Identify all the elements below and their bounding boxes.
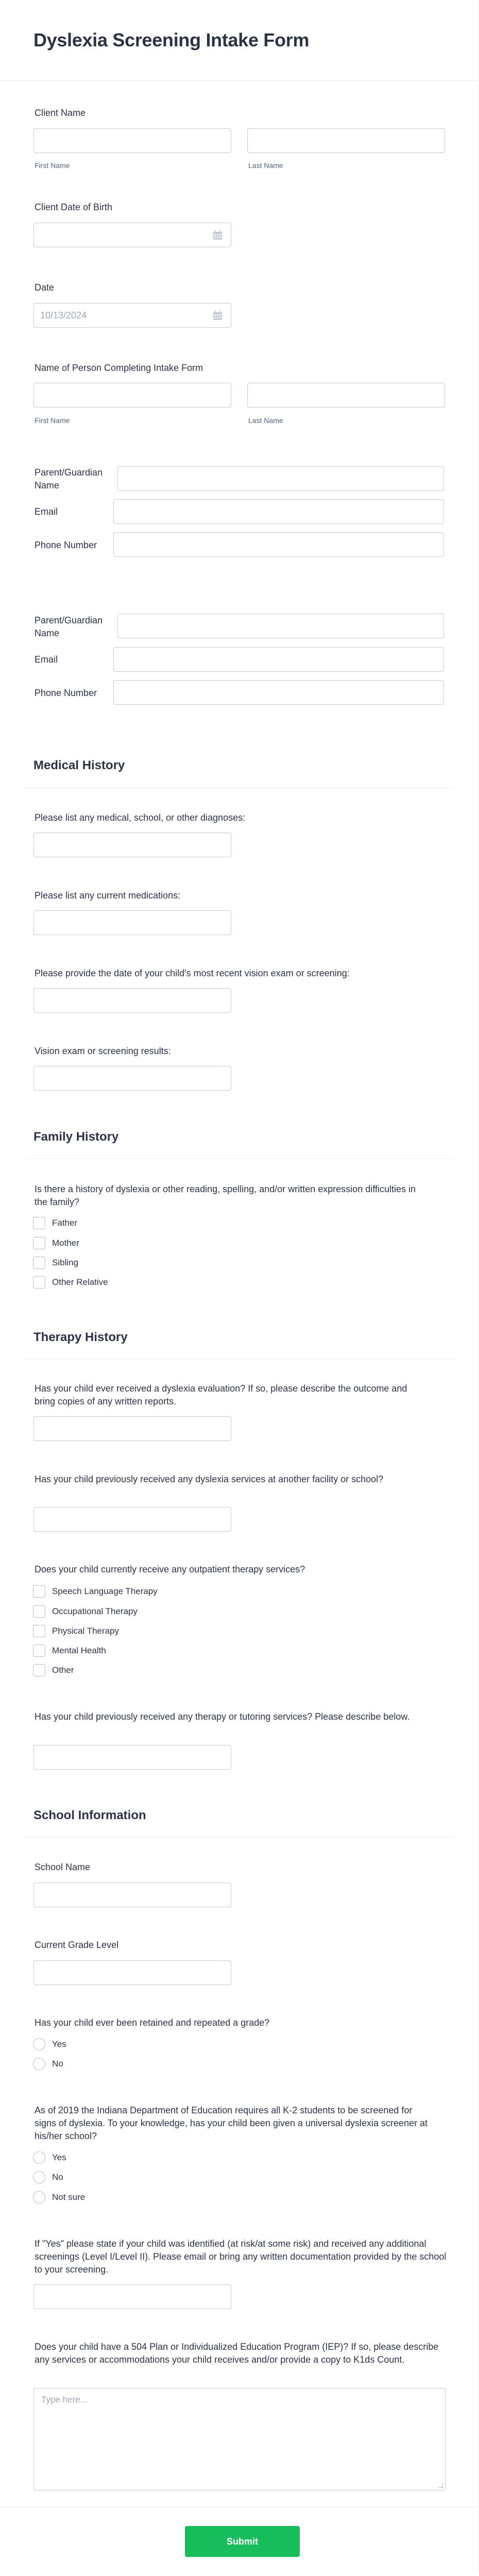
guardian-1-phone-label: Phone Number [35,540,97,550]
client-first-name-sublabel: First Name [35,161,70,170]
client-name-label: Client Name [35,108,86,118]
school-name-label: School Name [35,1862,91,1872]
radio-screener-no[interactable] [33,2171,45,2183]
option-sibling-label[interactable]: Sibling [52,1258,79,1267]
grade-level-input[interactable] [33,1960,231,1985]
guardian-1-name-label: Parent/Guardian Name [35,467,103,490]
vision-date-input[interactable] [33,988,231,1013]
completer-first-name-sublabel: First Name [35,416,70,425]
option-other-relative-label[interactable]: Other Relative [52,1277,108,1287]
client-first-name-input[interactable] [33,128,231,153]
option-physical-therapy-label[interactable]: Physical Therapy [52,1626,119,1636]
form-title: Dyslexia Screening Intake Form [33,29,310,50]
dob-input[interactable] [33,223,231,247]
completer-last-name-input[interactable] [247,383,445,408]
guardian-1-email-input[interactable] [113,499,444,524]
checkbox-sibling[interactable] [33,1257,45,1269]
checkbox-other-relative[interactable] [33,1276,45,1289]
therapy-history-heading: Therapy History [33,1330,128,1344]
identified-question: If "Yes" please state if your child was identified (at risk/at some risk) and received any additional screenings (Level I/Level II). Please email or bring any written documentation provided by the school to your screening. [35,2239,447,2275]
option-father-label[interactable]: Father [52,1218,78,1228]
radio-screener-yes[interactable] [33,2151,45,2164]
option-screener-yes-label[interactable]: Yes [52,2153,66,2162]
dob-label: Client Date of Birth [35,202,113,212]
guardian-1-phone-input[interactable] [113,532,444,557]
plan-504-placeholder: Type here... [41,2395,88,2404]
tutoring-input[interactable] [33,1745,231,1770]
services-input[interactable] [33,1507,231,1532]
retained-question: Has your child ever been retained and repeated a grade? [35,2018,270,2028]
completer-name-label: Name of Person Completing Intake Form [35,363,203,373]
vision-results-label: Vision exam or screening results: [35,1046,171,1056]
checkbox-speech-language-therapy[interactable] [33,1585,45,1598]
completer-last-name-sublabel: Last Name [248,416,283,425]
vision-date-label: Please provide the date of your child's most recent vision exam or screening: [35,968,350,978]
outpatient-question: Does your child currently receive any outpatient therapy services? [35,1564,305,1574]
medications-input[interactable] [33,910,231,935]
tutoring-question: Has your child previously received any therapy or tutoring services? Please describe below. [35,1711,410,1722]
guardian-1-email-label: Email [35,506,58,517]
radio-retained-no[interactable] [33,2058,45,2070]
date-label: Date [35,282,55,293]
identified-input[interactable] [33,2284,231,2309]
option-mother-label[interactable]: Mother [52,1238,79,1248]
date-input[interactable] [33,303,231,328]
screener-question: As of 2019 the Indiana Department of Education requires all K-2 students to be screened for signs of dyslexia. To your knowledge, has your child been given a universal dyslexia screener at his/her school? [35,2105,428,2141]
radio-screener-not-sure[interactable] [33,2191,45,2204]
calendar-icon[interactable] [213,230,223,240]
checkbox-father[interactable] [33,1217,45,1229]
option-retained-no-label[interactable]: No [52,2059,63,2069]
school-information-heading: School Information [33,1808,146,1822]
family-history-heading: Family History [33,1130,119,1144]
section-divider [24,1158,455,1159]
header-divider [0,80,478,81]
grade-level-label: Current Grade Level [35,1940,119,1950]
checkbox-physical-therapy[interactable] [33,1625,45,1637]
guardian-2-phone-input[interactable] [113,680,444,705]
guardian-2-phone-label: Phone Number [35,688,97,698]
plan-504-textarea[interactable] [33,2388,446,2490]
checkbox-mother[interactable] [33,1237,45,1249]
resize-handle-icon[interactable] [438,2483,443,2488]
plan-504-question: Does your child have a 504 Plan or Individualized Education Program (IEP)? If so, please describe any services or accommodations your child receives and/or provide a copy to K1ds Count. [35,2342,439,2365]
vision-results-input[interactable] [33,1066,231,1091]
checkbox-other[interactable] [33,1664,45,1676]
services-question: Has your child previously received any dyslexia services at another facility or school? [35,1474,384,1484]
checkbox-mental-health[interactable] [33,1645,45,1657]
date-value: 10/13/2024 [40,310,87,320]
option-speech-language-therapy-label[interactable]: Speech Language Therapy [52,1586,158,1596]
guardian-1-name-input[interactable] [117,466,444,491]
evaluation-input[interactable] [33,1416,231,1441]
radio-retained-yes[interactable] [33,2038,45,2050]
submit-button[interactable]: Submit [185,2526,300,2557]
medical-history-heading: Medical History [33,758,125,772]
evaluation-question: Has your child ever received a dyslexia evaluation? If so, please describe the outcome and bring copies of any written reports. [35,1383,407,1406]
option-retained-yes-label[interactable]: Yes [52,2039,66,2049]
guardian-2-email-label: Email [35,654,58,665]
family-history-question: Is there a history of dyslexia or other reading, spelling, and/or written expression difficulties in the family? [35,1184,416,1207]
guardian-2-name-label: Parent/Guardian Name [35,615,103,638]
option-mental-health-label[interactable]: Mental Health [52,1646,106,1655]
option-occupational-therapy-label[interactable]: Occupational Therapy [52,1606,138,1616]
option-other-label[interactable]: Other [52,1665,74,1675]
option-screener-no-label[interactable]: No [52,2172,63,2182]
school-name-input[interactable] [33,1883,231,1907]
diagnoses-input[interactable] [33,833,231,857]
completer-first-name-input[interactable] [33,383,231,408]
option-screener-not-sure-label[interactable]: Not sure [52,2192,85,2202]
checkbox-occupational-therapy[interactable] [33,1605,45,1618]
medications-label: Please list any current medications: [35,890,181,901]
client-last-name-sublabel: Last Name [248,161,283,170]
guardian-2-name-input[interactable] [117,614,444,638]
calendar-icon[interactable] [213,311,223,320]
client-last-name-input[interactable] [247,128,445,153]
guardian-2-email-input[interactable] [113,647,444,672]
diagnoses-label: Please list any medical, school, or other diagnoses: [35,812,246,823]
